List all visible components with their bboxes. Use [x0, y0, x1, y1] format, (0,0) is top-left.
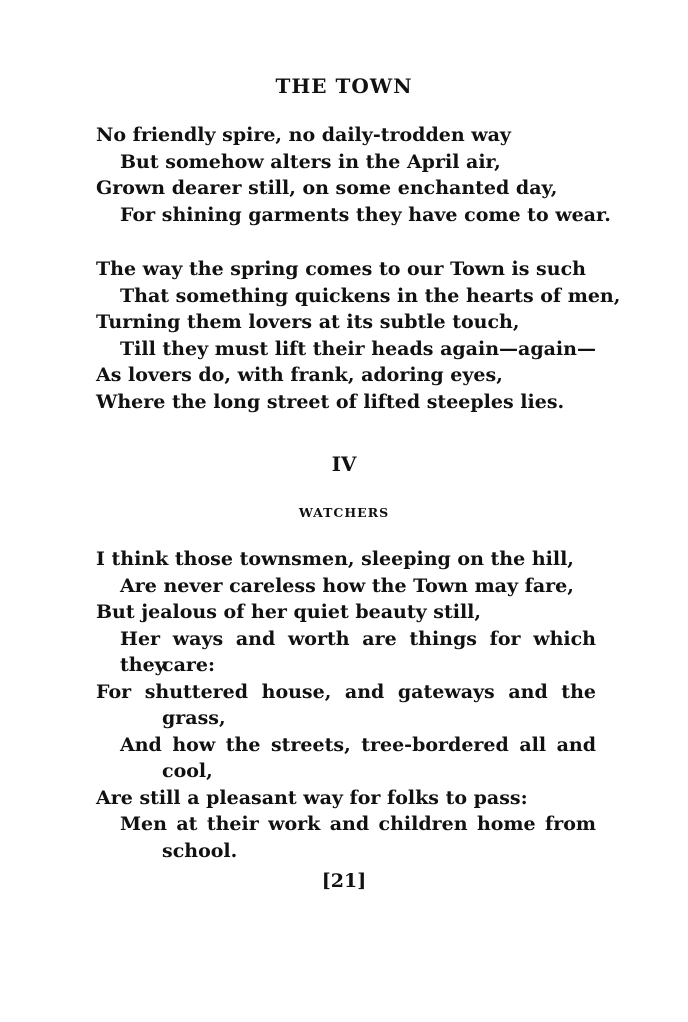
verse-line: Her ways and worth are things for which they [120, 627, 596, 676]
verse-line: For shining garments they have come to wear. [120, 203, 611, 226]
stanza-2 [96, 256, 621, 415]
page-number: [21] [321, 870, 367, 892]
verse-line: I think those townsmen, sleeping on the hill, [96, 548, 574, 570]
verse-line: But jealous of her quiet beauty still, [96, 601, 482, 623]
verse-line: For shuttered house, and gateways and the [96, 680, 596, 703]
verse-line: The way the spring comes to our Town is such [96, 258, 586, 280]
verse-line: Grown dearer still, on some enchanted day, [96, 177, 558, 199]
verse-line: Are still a pleasant way for folks to pass: [96, 786, 528, 809]
stanza-3 [96, 546, 596, 864]
verse-line: That something quickens in the hearts of men, [120, 284, 621, 307]
verse-line-continuation: cool, [162, 760, 213, 782]
verse-line: Where the long street of lifted steeples lies. [96, 390, 565, 413]
section-numeral: IV [331, 452, 357, 476]
verse-line: But somehow alters in the April air, [120, 150, 501, 173]
verse-line: Men at their work and children home from [120, 813, 596, 835]
verse-line: Till they must lift their heads again—again— [120, 337, 596, 360]
running-title: THE TOWN [275, 74, 413, 98]
section-title: WATCHERS [298, 505, 390, 520]
verse-line: Turning them lovers at its subtle touch, [96, 311, 520, 333]
stanza-1 [96, 122, 611, 228]
verse-line-continuation: care: [162, 654, 215, 676]
verse-line-continuation: grass, [162, 707, 226, 729]
verse-line: As lovers do, with frank, adoring eyes, [96, 364, 503, 386]
verse-line: No friendly spire, no daily-trodden way [96, 124, 511, 146]
verse-line: And how the streets, tree-bordered all and [120, 733, 596, 756]
verse-line-continuation: school. [162, 839, 238, 862]
verse-line: Are never careless how the Town may fare, [120, 574, 574, 597]
